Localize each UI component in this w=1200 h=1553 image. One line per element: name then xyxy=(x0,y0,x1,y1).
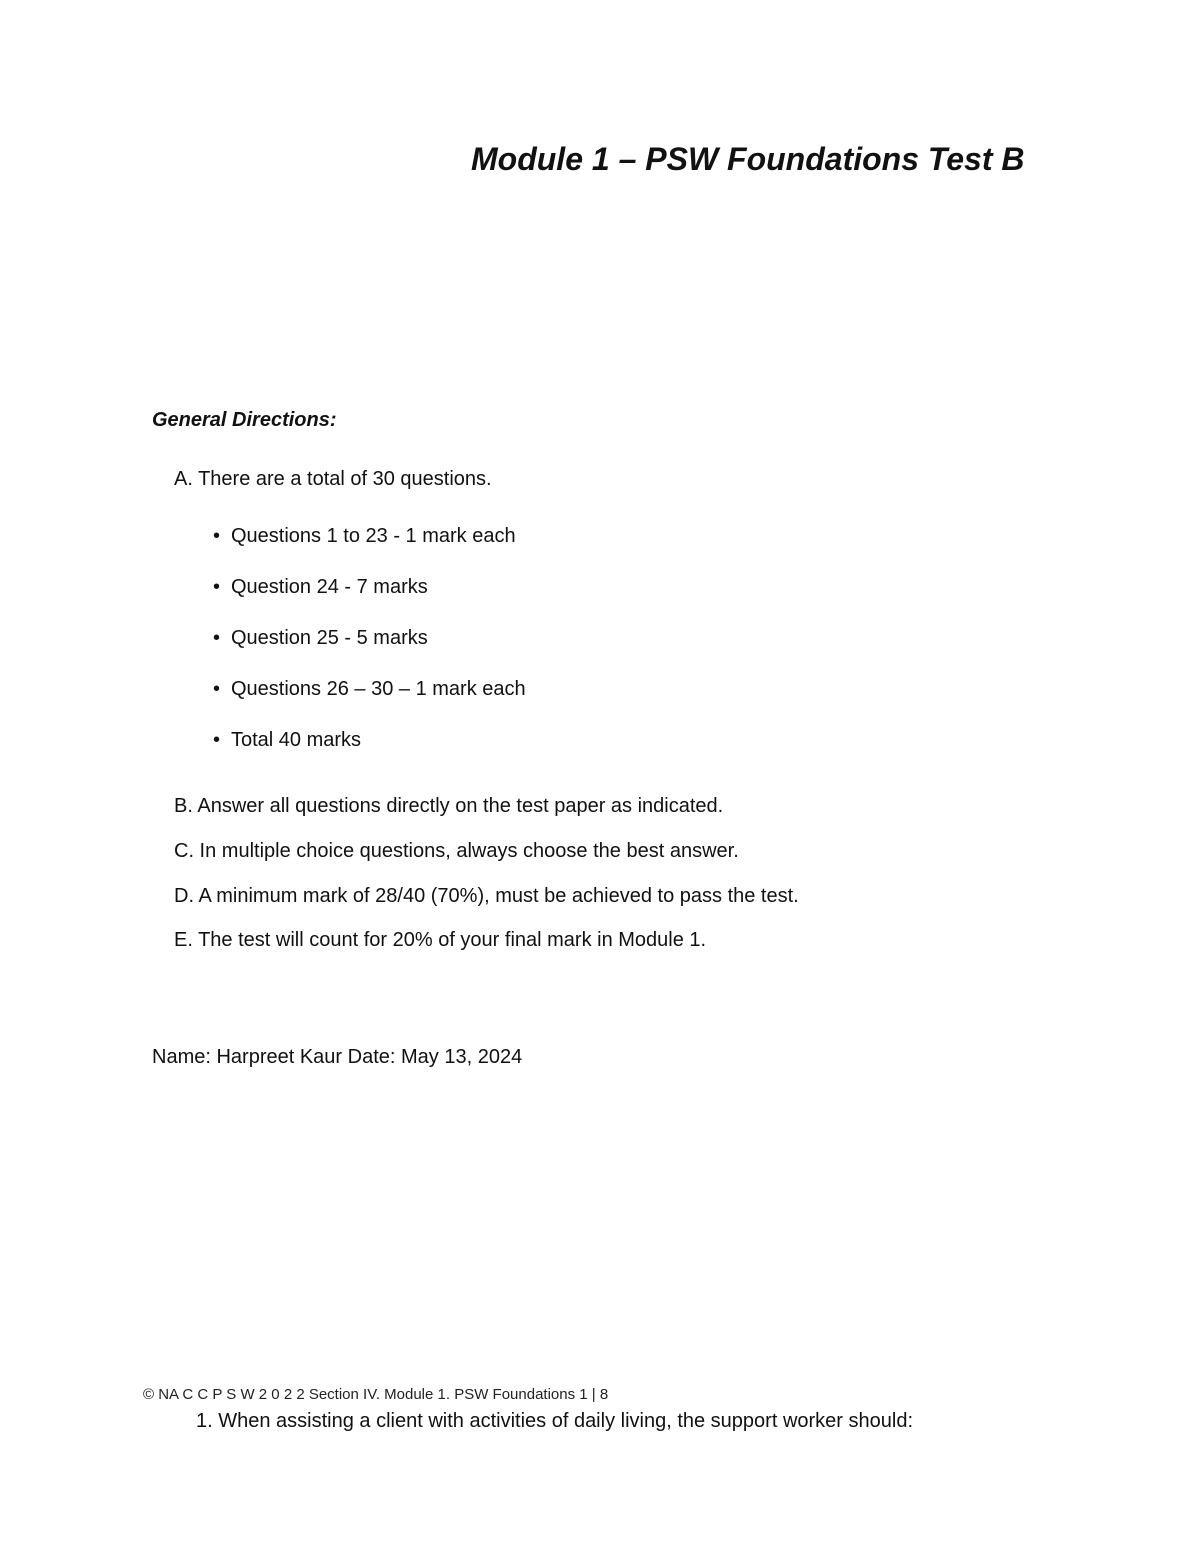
direction-e: E. The test will count for 20% of your final mark in Module 1. xyxy=(174,929,707,951)
directions-heading: General Directions: xyxy=(152,409,337,431)
bullet-icon: • xyxy=(213,678,221,700)
bullet-item xyxy=(213,627,428,650)
direction-c: C. In multiple choice questions, always choose the best answer. xyxy=(174,840,739,862)
bullet-text: Questions 1 to 23 - 1 mark each xyxy=(231,525,516,547)
bullet-item xyxy=(213,525,516,548)
bullet-text: Questions 26 – 30 – 1 mark each xyxy=(231,678,526,700)
bullet-icon: • xyxy=(213,525,221,547)
bullet-text: Question 24 - 7 marks xyxy=(231,576,428,598)
page-title: Module 1 – PSW Foundations Test B xyxy=(471,141,1025,177)
bullet-icon: • xyxy=(213,576,221,598)
direction-a: A. There are a total of 30 questions. xyxy=(174,468,492,490)
bullet-text: Total 40 marks xyxy=(231,729,362,751)
bullet-icon: • xyxy=(213,627,221,649)
question-1: 1. When assisting a client with activities of daily living, the support worker should: xyxy=(196,1410,914,1432)
direction-b: B. Answer all questions directly on the test paper as indicated. xyxy=(174,795,724,817)
page-footer: © NA C C P S W 2 0 2 2 Section IV. Module 1. PSW Foundations 1 | 8 xyxy=(143,1386,609,1403)
name-date-line: Name: Harpreet Kaur Date: May 13, 2024 xyxy=(152,1046,523,1068)
bullet-text: Question 25 - 5 marks xyxy=(231,627,428,649)
bullet-icon: • xyxy=(213,729,221,751)
bullet-item xyxy=(213,678,526,701)
bullet-item xyxy=(213,576,428,599)
bullet-item xyxy=(213,729,361,752)
direction-d: D. A minimum mark of 28/40 (70%), must be achieved to pass the test. xyxy=(174,885,799,907)
